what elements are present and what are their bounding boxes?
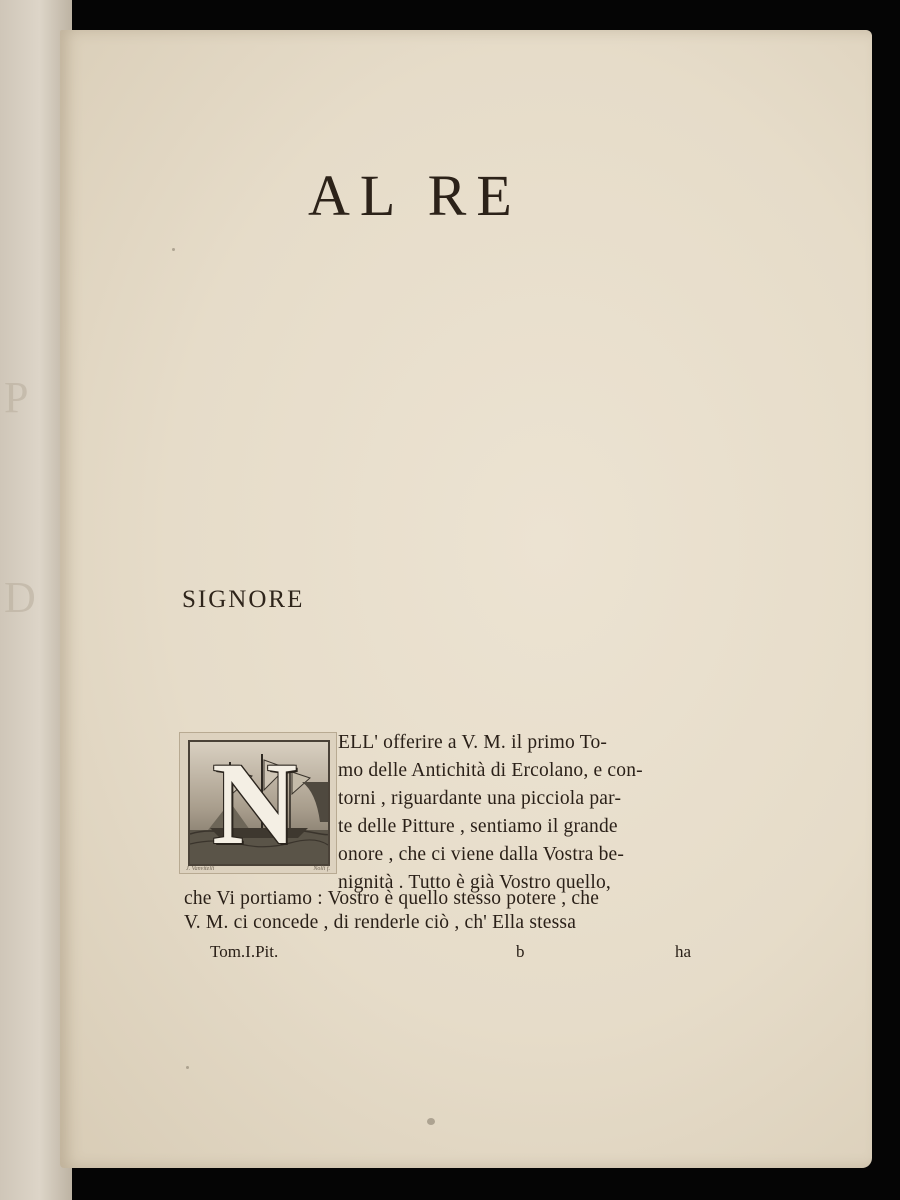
catchword: ha	[675, 942, 692, 961]
paper-spot	[427, 1118, 435, 1125]
paper-spot	[172, 248, 175, 251]
text-line-4: te delle Pitture , sentiamo il grande	[338, 816, 618, 837]
text-line-7: che Vi portiamo : Vostro è quello stesso potere , che	[184, 888, 600, 909]
text-line-5: onore , che ci viene dalla Vostra be-	[338, 844, 625, 865]
ship-engraving	[188, 740, 330, 866]
text-line-1: ELL' offerire a V. M. il primo To-	[338, 732, 608, 753]
book-page	[60, 30, 872, 1168]
facing-page-fragment: D	[4, 573, 36, 622]
engraver-credit-left: J. Vanvitelli	[186, 866, 215, 872]
paper-spot	[186, 1066, 189, 1069]
text-line-3: torni , riguardante una picciola par-	[338, 788, 622, 809]
page-title: AL RE	[308, 163, 522, 228]
text-line-8: V. M. ci concede , di renderle ciò , ch' Ella stessa	[184, 912, 577, 933]
initial-letter: N	[212, 740, 298, 866]
facing-page-fragment: P	[4, 373, 29, 422]
salutation: SIGNORE	[182, 586, 305, 613]
engraver-credit-right: Nolli f.	[313, 866, 330, 872]
text-line-6: nignità . Tutto è già Vostro quello,	[338, 872, 612, 893]
text-line-2: mo delle Antichità di Ercolano, e con-	[338, 760, 643, 781]
signature-mark: Tom.I.Pit.	[210, 942, 279, 961]
decorated-initial	[179, 732, 337, 874]
gathering-letter: b	[516, 942, 525, 961]
